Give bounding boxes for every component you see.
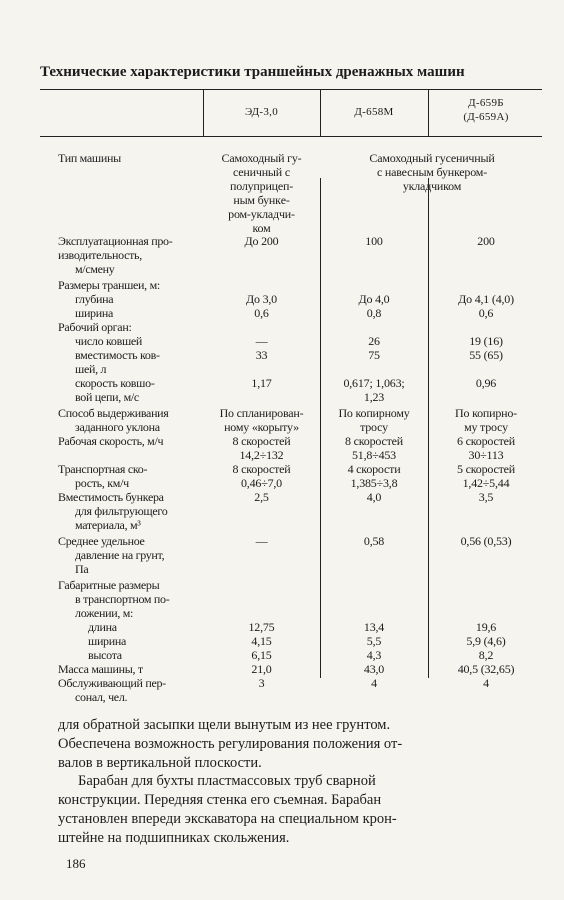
row-label-pressure-2: давление на грунт, xyxy=(75,548,165,562)
work-speed-d659-line2: 30÷113 xyxy=(468,448,504,462)
row-label-dims-1: Габаритные размеры xyxy=(58,578,160,592)
column-header-ed30: ЭД-3,0 xyxy=(244,106,279,118)
buckets-d659: 19 (16) xyxy=(469,334,503,348)
height-ed30: 6,15 xyxy=(251,648,272,662)
paragraph-drum-line3: установлен впереди экскаватора на специальном крон- xyxy=(58,811,397,827)
work-speed-d658m-line1: 8 скоростей xyxy=(345,434,403,448)
transport-speed-ed30-line2: 0,46÷7,0 xyxy=(241,476,282,490)
type-ed30-line5: ром-укладчи- xyxy=(228,207,295,221)
trench-depth-d659: До 4,1 (4,0) xyxy=(458,292,514,306)
row-label-productivity-2: изводительность, xyxy=(58,248,142,262)
row-label-trench: Размеры траншеи, м: xyxy=(58,278,160,292)
table-title: Технические характеристики траншейных дренажных машин xyxy=(40,64,465,80)
row-label-dims-height: высота xyxy=(88,648,122,662)
pressure-d659: 0,56 (0,53) xyxy=(460,534,512,548)
type-ed30-line3: полуприцеп- xyxy=(229,179,294,193)
row-label-type: Тип машины xyxy=(58,151,121,165)
length-d658m: 13,4 xyxy=(363,620,385,634)
capacity-d658m: 75 xyxy=(368,348,380,362)
width-ed30: 4,15 xyxy=(251,634,272,648)
row-label-slope-1: Способ выдерживания xyxy=(58,406,169,420)
hopper-d659: 3,5 xyxy=(478,490,494,504)
length-d659: 19,6 xyxy=(475,620,497,634)
chain-speed-d658m-line2: 1,23 xyxy=(363,390,385,404)
type-ed30-line2: сеничный с xyxy=(233,165,290,179)
row-label-productivity-3: м/смену xyxy=(75,262,115,276)
type-ed30-line1: Самоходный гу- xyxy=(221,151,302,165)
slope-d658m-line1: По копирному xyxy=(338,406,410,420)
transport-speed-d658m-line2: 1,385÷3,8 xyxy=(350,476,398,490)
row-label-trench-width: ширина xyxy=(75,306,114,320)
row-label-chain-speed-1: скорость ковшо- xyxy=(75,376,155,390)
row-label-staff-1: Обслуживающий пер- xyxy=(58,676,166,690)
staff-ed30: 3 xyxy=(258,676,265,690)
mass-d658m: 43,0 xyxy=(363,662,385,676)
paragraph-drum-line1: Барабан для бухты пластмассовых труб сварной xyxy=(78,773,376,789)
row-label-transport-speed-2: рость, км/ч xyxy=(75,476,129,490)
row-label-chain-speed-2: вой цепи, м/с xyxy=(75,390,139,404)
type-ed30-line6: ком xyxy=(252,221,271,235)
row-label-work-speed: Рабочая скорость, м/ч xyxy=(58,434,164,448)
page-number: 186 xyxy=(66,856,86,871)
buckets-ed30: — xyxy=(255,334,268,348)
length-ed30: 12,75 xyxy=(248,620,275,634)
row-label-transport-speed-1: Транспортная ско- xyxy=(58,462,148,476)
capacity-d659: 55 (65) xyxy=(469,348,503,362)
capacity-ed30: 33 xyxy=(255,348,268,362)
row-label-dims-2: в транспортном по- xyxy=(75,592,170,606)
slope-ed30-line2: ному «корыту» xyxy=(224,420,299,434)
paragraph-drum-line4: штейне на подшипниках скольжения. xyxy=(58,830,290,846)
paragraph-backfill-line2: Обеспечена возможность регулирования положения от- xyxy=(58,736,403,752)
width-d659: 5,9 (4,6) xyxy=(466,634,506,648)
row-label-capacity-2: шей, л xyxy=(75,362,107,376)
slope-d659-line1: По копирно- xyxy=(455,406,517,420)
hopper-ed30: 2,5 xyxy=(254,490,269,504)
paragraph-backfill-line3: валов в вертикальной плоскости. xyxy=(58,755,262,771)
row-label-buckets: число ковшей xyxy=(75,334,143,348)
type-d658-d659-line2: с навесным бункером- xyxy=(377,165,487,179)
paragraph-backfill-line1: для обратной засыпки щели вынутым из нее грунтом. xyxy=(58,717,391,733)
row-label-capacity-1: вместимость ков- xyxy=(75,348,160,362)
mass-d659: 40,5 (32,65) xyxy=(457,662,515,676)
row-label-pressure-1: Среднее удельное xyxy=(58,534,145,548)
productivity-d658m: 100 xyxy=(365,234,383,248)
column-header-d658m: Д-658М xyxy=(354,106,394,118)
row-label-staff-2: сонал, чел. xyxy=(75,690,128,704)
trench-width-ed30: 0,6 xyxy=(254,306,269,320)
row-label-organ: Рабочий орган: xyxy=(58,320,132,334)
hopper-d658m: 4,0 xyxy=(366,490,382,504)
column-header-d659a: (Д-659А) xyxy=(463,111,509,123)
work-speed-d658m-line2: 51,8÷453 xyxy=(352,448,396,462)
header-bottom-rule xyxy=(40,136,542,137)
paragraph-backfill xyxy=(58,716,528,773)
table-top-rule xyxy=(40,89,542,90)
type-d658-d659-line3: укладчиком xyxy=(402,179,462,193)
row-label-hopper-2: для фильтрующего xyxy=(75,504,168,518)
transport-speed-d659-line2: 1,42÷5,44 xyxy=(462,476,510,490)
trench-depth-ed30: До 3,0 xyxy=(246,292,277,306)
height-d658m: 4,3 xyxy=(366,648,382,662)
row-label-dims-width: ширина xyxy=(88,634,127,648)
trench-depth-d658m: До 4,0 xyxy=(358,292,390,306)
productivity-ed30: До 200 xyxy=(244,234,279,248)
productivity-d659: 200 xyxy=(477,234,495,248)
height-d659: 8,2 xyxy=(478,648,494,662)
staff-d659: 4 xyxy=(483,676,489,690)
mass-ed30: 21,0 xyxy=(251,662,272,676)
work-speed-ed30-line1: 8 скоростей xyxy=(232,434,291,448)
work-speed-ed30-line2: 14,2÷132 xyxy=(239,448,284,462)
slope-ed30-line1: По спланирован- xyxy=(219,406,304,420)
row-label-pressure-3: Па xyxy=(75,562,89,576)
transport-speed-d658m-line1: 4 скорости xyxy=(347,462,401,476)
buckets-d658m: 26 xyxy=(368,334,380,348)
row-label-trench-depth: глубина xyxy=(75,292,114,306)
width-d658m: 5,5 xyxy=(366,634,382,648)
chain-speed-d659: 0,96 xyxy=(475,376,497,390)
paragraph-drum-line2: конструкции. Передняя стенка его съемная. Барабан xyxy=(58,792,382,808)
slope-d658m-line2: тросу xyxy=(360,420,388,434)
transport-speed-ed30-line1: 8 скоростей xyxy=(232,462,291,476)
pressure-d658m: 0,58 xyxy=(363,534,385,548)
work-speed-d659-line1: 6 скоростей xyxy=(457,434,515,448)
row-label-productivity-1: Эксплуатационная про- xyxy=(58,234,173,248)
chain-speed-ed30: 1,17 xyxy=(251,376,272,390)
type-d658-d659-line1: Самоходный гусеничный xyxy=(369,151,495,165)
row-label-hopper-3: материала, м³ xyxy=(75,518,141,532)
transport-speed-d659-line1: 5 скоростей xyxy=(457,462,515,476)
trench-width-d659: 0,6 xyxy=(478,306,494,320)
column-header-d659b: Д-659Б xyxy=(468,97,504,109)
row-label-hopper-1: Вместимость бункера xyxy=(58,490,164,504)
slope-d659-line2: му тросу xyxy=(464,420,508,434)
staff-d658m: 4 xyxy=(371,676,377,690)
trench-width-d658m: 0,8 xyxy=(366,306,382,320)
row-label-dims-3: ложении, м: xyxy=(75,606,134,620)
row-label-dims-length: длина xyxy=(88,620,117,634)
type-ed30-line4: ным бункe- xyxy=(233,193,290,207)
chain-speed-d658m-line1: 0,617; 1,063; xyxy=(343,376,405,390)
row-label-slope-2: заданного уклона xyxy=(75,420,160,434)
row-label-mass: Масса машины, т xyxy=(58,662,143,676)
paragraph-drum xyxy=(58,772,528,848)
pressure-ed30: — xyxy=(255,534,268,548)
